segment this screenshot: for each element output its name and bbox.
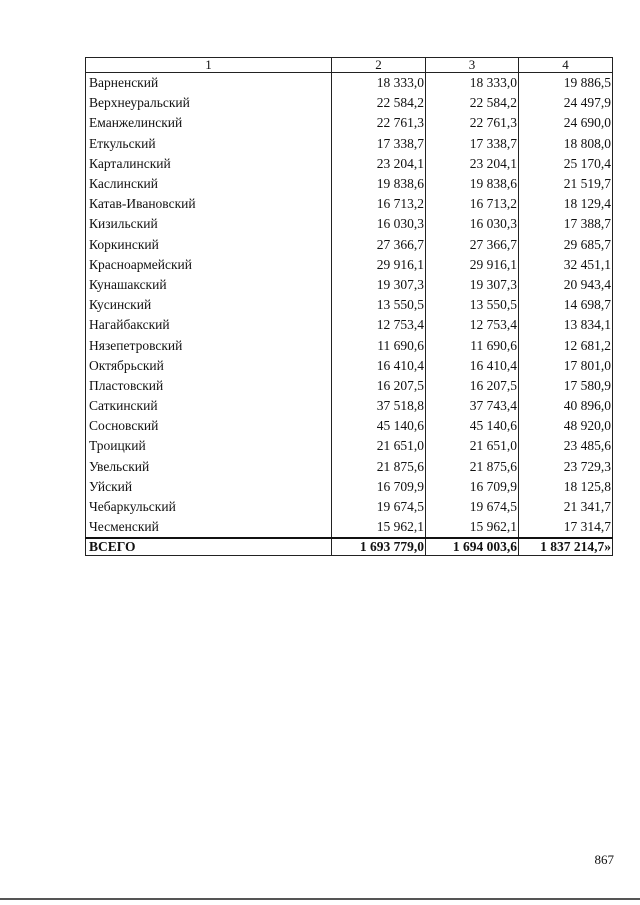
district-name: Варненский — [86, 73, 332, 94]
value-col-2: 16 030,3 — [332, 214, 426, 234]
value-col-2: 19 838,6 — [332, 174, 426, 194]
district-name: Катав-Ивановский — [86, 194, 332, 214]
total-col-2: 1 693 779,0 — [332, 538, 426, 556]
value-col-4: 25 170,4 — [519, 154, 613, 174]
value-col-2: 19 307,3 — [332, 275, 426, 295]
table-row — [86, 275, 613, 295]
value-col-3: 11 690,6 — [426, 335, 519, 355]
district-name: Октябрьский — [86, 356, 332, 376]
district-name: Сосновский — [86, 416, 332, 436]
total-label: ВСЕГО — [86, 538, 332, 556]
table-row — [86, 497, 613, 517]
value-col-3: 27 366,7 — [426, 235, 519, 255]
value-col-4: 29 685,7 — [519, 235, 613, 255]
value-col-2: 16 410,4 — [332, 356, 426, 376]
budget-table — [85, 57, 613, 556]
district-name: Еманжелинский — [86, 113, 332, 133]
table-row — [86, 73, 613, 94]
table-row — [86, 93, 613, 113]
header-col-1: 1 — [86, 58, 332, 73]
value-col-2: 17 338,7 — [332, 134, 426, 154]
value-col-3: 12 753,4 — [426, 315, 519, 335]
value-col-3: 15 962,1 — [426, 517, 519, 538]
table-row — [86, 214, 613, 234]
value-col-4: 17 388,7 — [519, 214, 613, 234]
table-row — [86, 416, 613, 436]
value-col-3: 45 140,6 — [426, 416, 519, 436]
value-col-3: 17 338,7 — [426, 134, 519, 154]
district-name: Красноармейский — [86, 255, 332, 275]
value-col-4: 21 341,7 — [519, 497, 613, 517]
value-col-2: 23 204,1 — [332, 154, 426, 174]
value-col-3: 16 410,4 — [426, 356, 519, 376]
value-col-4: 18 129,4 — [519, 194, 613, 214]
value-col-2: 21 875,6 — [332, 457, 426, 477]
value-col-2: 18 333,0 — [332, 73, 426, 94]
value-col-2: 22 584,2 — [332, 93, 426, 113]
district-name: Увельский — [86, 457, 332, 477]
value-col-4: 17 314,7 — [519, 517, 613, 538]
header-col-3: 3 — [426, 58, 519, 73]
value-col-4: 19 886,5 — [519, 73, 613, 94]
district-name: Чесменский — [86, 517, 332, 538]
district-name: Карталинский — [86, 154, 332, 174]
value-col-3: 21 875,6 — [426, 457, 519, 477]
value-col-2: 15 962,1 — [332, 517, 426, 538]
table-row — [86, 457, 613, 477]
value-col-4: 40 896,0 — [519, 396, 613, 416]
value-col-2: 16 713,2 — [332, 194, 426, 214]
district-name: Кусинский — [86, 295, 332, 315]
value-col-2: 16 709,9 — [332, 477, 426, 497]
value-col-2: 21 651,0 — [332, 436, 426, 456]
value-col-3: 19 307,3 — [426, 275, 519, 295]
value-col-3: 22 584,2 — [426, 93, 519, 113]
value-col-4: 12 681,2 — [519, 335, 613, 355]
table-header — [86, 58, 613, 73]
value-col-3: 13 550,5 — [426, 295, 519, 315]
value-col-4: 18 125,8 — [519, 477, 613, 497]
value-col-3: 18 333,0 — [426, 73, 519, 94]
value-col-2: 19 674,5 — [332, 497, 426, 517]
value-col-2: 16 207,5 — [332, 376, 426, 396]
value-col-4: 23 729,3 — [519, 457, 613, 477]
district-name: Еткульский — [86, 134, 332, 154]
value-col-3: 23 204,1 — [426, 154, 519, 174]
table-row — [86, 134, 613, 154]
district-name: Уйский — [86, 477, 332, 497]
table-footer — [86, 538, 613, 556]
value-col-4: 13 834,1 — [519, 315, 613, 335]
value-col-4: 20 943,4 — [519, 275, 613, 295]
table-row — [86, 295, 613, 315]
value-col-4: 18 808,0 — [519, 134, 613, 154]
district-name: Кунашакский — [86, 275, 332, 295]
value-col-4: 21 519,7 — [519, 174, 613, 194]
value-col-2: 12 753,4 — [332, 315, 426, 335]
page-number: 867 — [594, 852, 614, 867]
district-name: Верхнеуральский — [86, 93, 332, 113]
district-name: Кизильский — [86, 214, 332, 234]
district-name: Чебаркульский — [86, 497, 332, 517]
value-col-3: 16 030,3 — [426, 214, 519, 234]
district-name: Нагайбакский — [86, 315, 332, 335]
value-col-3: 21 651,0 — [426, 436, 519, 456]
table-row — [86, 235, 613, 255]
table-row — [86, 376, 613, 396]
value-col-3: 16 207,5 — [426, 376, 519, 396]
value-col-2: 27 366,7 — [332, 235, 426, 255]
table-row — [86, 436, 613, 456]
table-row — [86, 517, 613, 538]
value-col-4: 17 801,0 — [519, 356, 613, 376]
value-col-3: 37 743,4 — [426, 396, 519, 416]
value-col-3: 16 709,9 — [426, 477, 519, 497]
value-col-4: 32 451,1 — [519, 255, 613, 275]
table-row — [86, 113, 613, 133]
district-name: Саткинский — [86, 396, 332, 416]
value-col-4: 17 580,9 — [519, 376, 613, 396]
value-col-2: 37 518,8 — [332, 396, 426, 416]
value-col-3: 22 761,3 — [426, 113, 519, 133]
footer-rule — [0, 898, 640, 900]
table-row — [86, 315, 613, 335]
district-name: Каслинский — [86, 174, 332, 194]
value-col-4: 14 698,7 — [519, 295, 613, 315]
value-col-2: 13 550,5 — [332, 295, 426, 315]
value-col-3: 29 916,1 — [426, 255, 519, 275]
table-row — [86, 154, 613, 174]
total-col-4: 1 837 214,7» — [519, 538, 613, 556]
value-col-4: 48 920,0 — [519, 416, 613, 436]
district-name: Коркинский — [86, 235, 332, 255]
total-row — [86, 538, 613, 556]
table-row — [86, 396, 613, 416]
header-row — [86, 58, 613, 73]
value-col-3: 19 674,5 — [426, 497, 519, 517]
table-row — [86, 335, 613, 355]
table-row — [86, 477, 613, 497]
value-col-4: 23 485,6 — [519, 436, 613, 456]
value-col-2: 45 140,6 — [332, 416, 426, 436]
value-col-4: 24 690,0 — [519, 113, 613, 133]
value-col-2: 22 761,3 — [332, 113, 426, 133]
value-col-2: 29 916,1 — [332, 255, 426, 275]
table-body — [86, 73, 613, 539]
table-row — [86, 356, 613, 376]
total-col-3: 1 694 003,6 — [426, 538, 519, 556]
header-col-4: 4 — [519, 58, 613, 73]
value-col-4: 24 497,9 — [519, 93, 613, 113]
district-name: Пластовский — [86, 376, 332, 396]
district-name: Нязепетровский — [86, 335, 332, 355]
value-col-3: 16 713,2 — [426, 194, 519, 214]
header-col-2: 2 — [332, 58, 426, 73]
table-row — [86, 174, 613, 194]
table-row — [86, 255, 613, 275]
value-col-3: 19 838,6 — [426, 174, 519, 194]
table-row — [86, 194, 613, 214]
district-name: Троицкий — [86, 436, 332, 456]
value-col-2: 11 690,6 — [332, 335, 426, 355]
